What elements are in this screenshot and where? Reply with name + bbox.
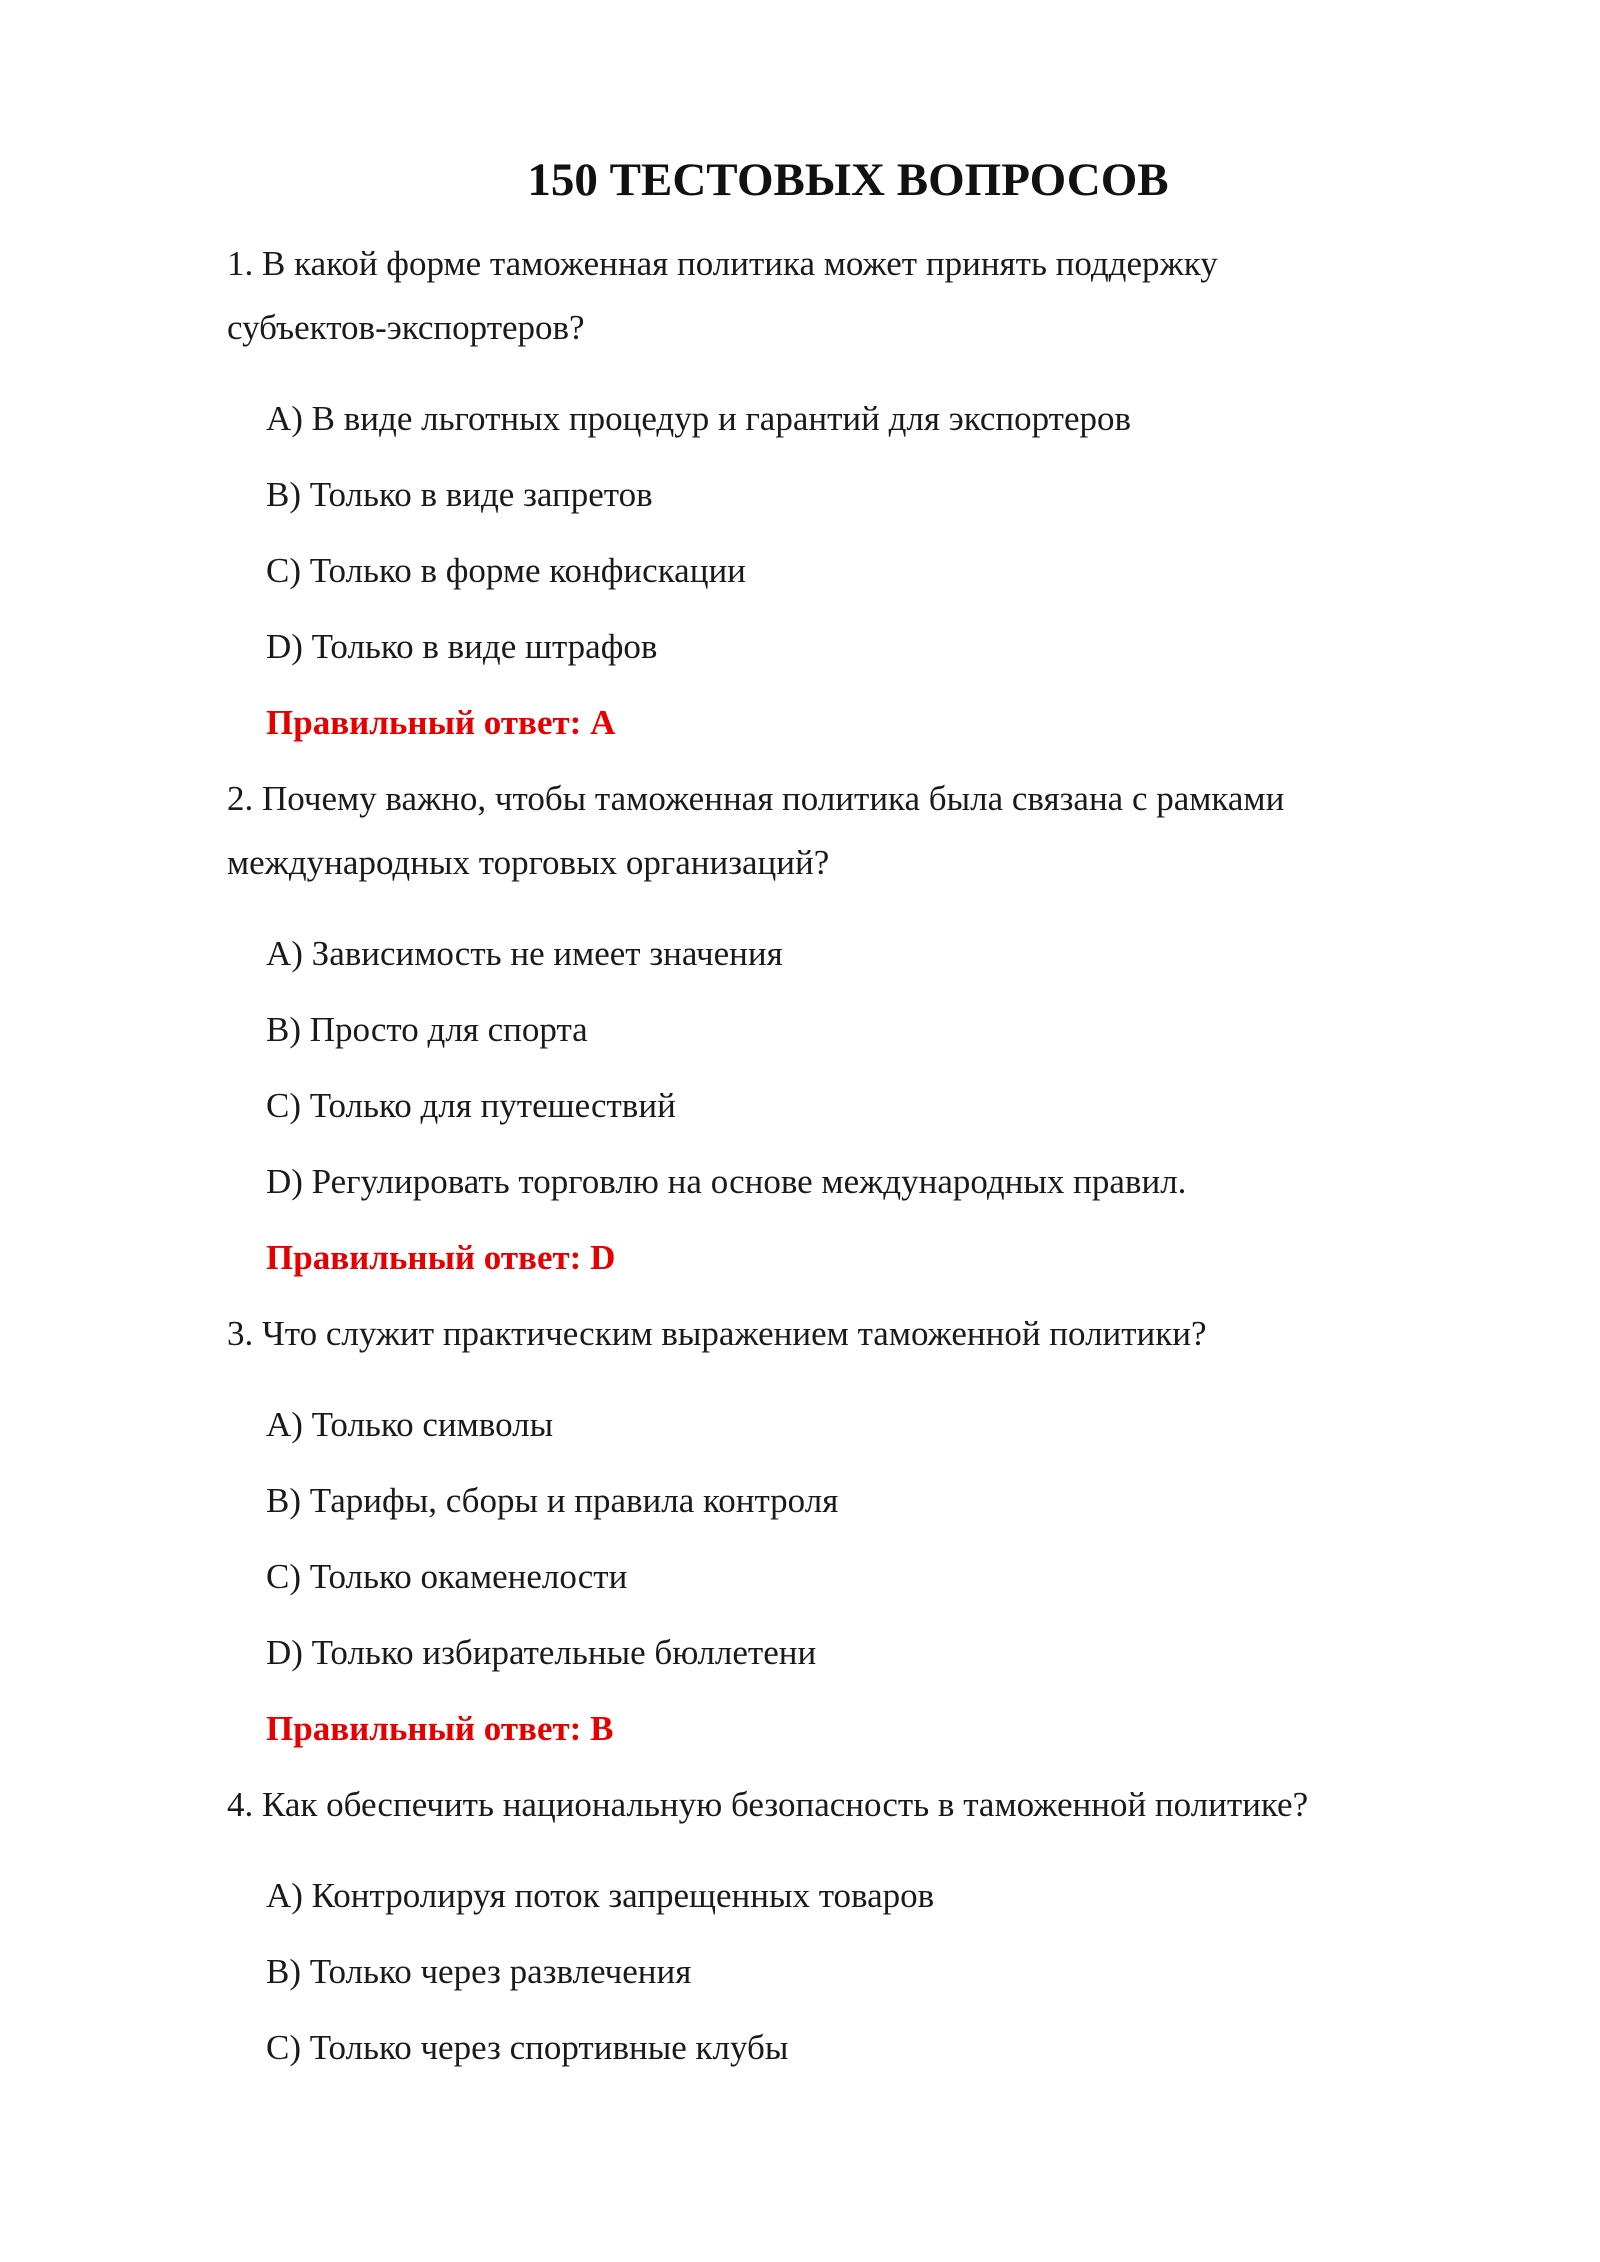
- question-2-option-d: D) Регулировать торговлю на основе международных правил.: [266, 1162, 1187, 1201]
- question-2-text-line-2: международных торговых организаций?: [227, 843, 830, 882]
- question-1-text-line-2: субъектов-экспортеров?: [227, 308, 585, 347]
- question-4-option-c: C) Только через спортивные клубы: [266, 2028, 789, 2067]
- question-3-correct-answer: Правильный ответ: B: [266, 1709, 614, 1748]
- question-2-option-b: B) Просто для спорта: [266, 1010, 588, 1049]
- question-4-option-b: B) Только через развлечения: [266, 1952, 692, 1991]
- question-3-text-line-1: 3. Что служит практическим выражением таможенной политики?: [227, 1314, 1207, 1353]
- question-4-option-a: A) Контролируя поток запрещенных товаров: [266, 1876, 935, 1915]
- question-1-option-d: D) Только в виде штрафов: [266, 627, 658, 666]
- question-2-option-c: C) Только для путешествий: [266, 1086, 676, 1125]
- question-3-option-a: A) Только символы: [266, 1405, 554, 1444]
- question-1-option-b: B) Только в виде запретов: [266, 475, 653, 514]
- question-2-option-a: A) Зависимость не имеет значения: [266, 934, 783, 973]
- question-1-option-a: A) В виде льготных процедур и гарантий для экспортеров: [266, 399, 1132, 438]
- page-title: 150 ТЕСТОВЫХ ВОПРОСОВ: [527, 154, 1169, 206]
- question-1-correct-answer: Правильный ответ: A: [266, 703, 616, 742]
- question-2-text-line-1: 2. Почему важно, чтобы таможенная политика была связана с рамками: [227, 779, 1285, 818]
- question-1-option-c: C) Только в форме конфискации: [266, 551, 746, 590]
- question-2-correct-answer: Правильный ответ: D: [266, 1238, 616, 1277]
- question-3-option-d: D) Только избирательные бюллетени: [266, 1633, 817, 1672]
- question-3-option-c: C) Только окаменелости: [266, 1557, 628, 1596]
- question-1-text-line-1: 1. В какой форме таможенная политика может принять поддержку: [227, 244, 1218, 283]
- question-4-text-line-1: 4. Как обеспечить национальную безопасность в таможенной политике?: [227, 1785, 1309, 1824]
- question-3-option-b: B) Тарифы, сборы и правила контроля: [266, 1481, 839, 1520]
